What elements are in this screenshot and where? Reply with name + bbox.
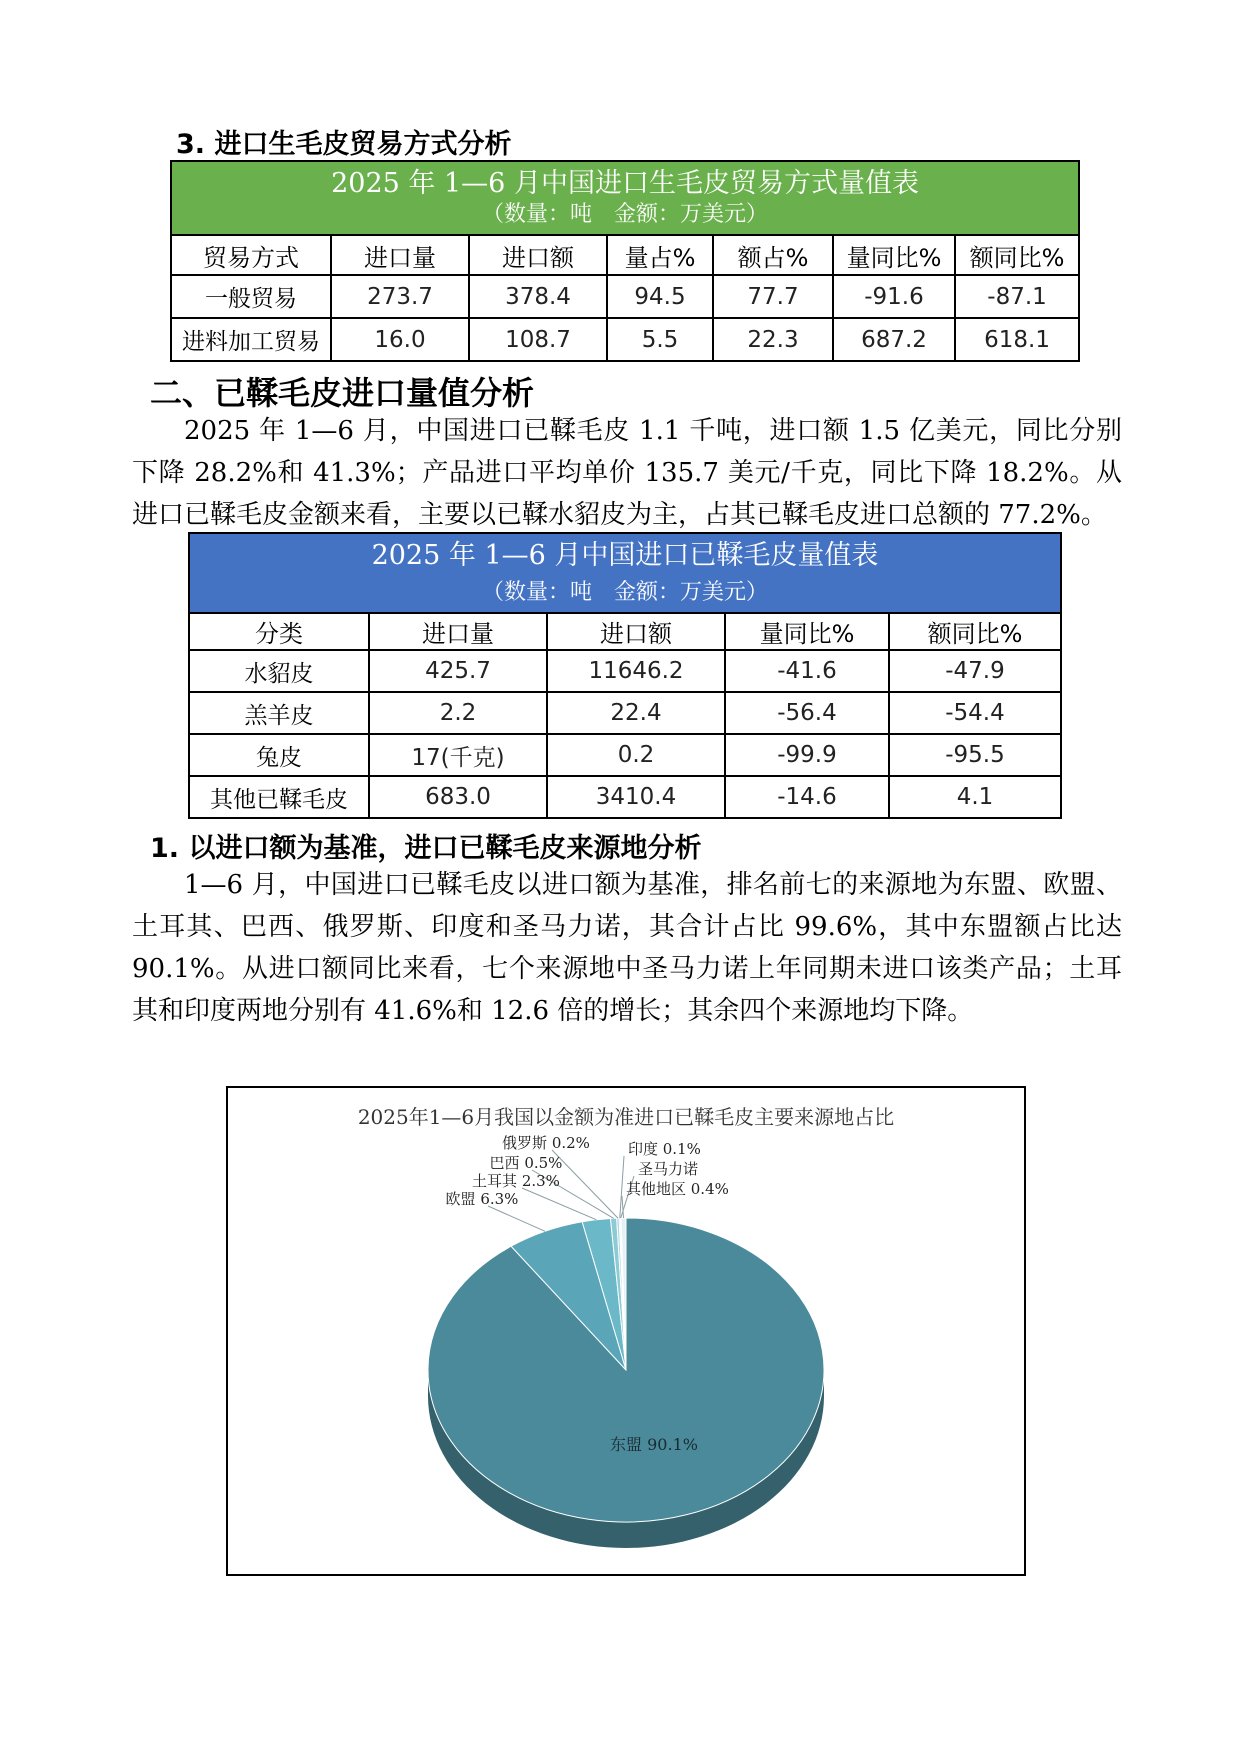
- table-cell: -41.6: [725, 650, 889, 692]
- table-cell: 5.5: [607, 318, 713, 361]
- table-cell: 4.1: [889, 776, 1061, 818]
- trade-table-header-row: [171, 235, 1079, 275]
- table-cell: 2.2: [369, 692, 547, 734]
- section-heading-source: 1. 以进口额为基准，进口已鞣毛皮来源地分析: [150, 833, 702, 864]
- table-header-cell: 进口额: [547, 613, 725, 650]
- table-row: [189, 650, 1061, 692]
- dressed-fur-table: [188, 532, 1062, 819]
- table-cell: 水貂皮: [189, 650, 369, 692]
- table-header-cell: 进口量: [369, 613, 547, 650]
- paragraph-text: 1—6 月，中国进口已鞣毛皮以进口额为基准，排名前七的来源地为东盟、欧盟、土耳其、巴西、俄罗斯、印度和圣马力诺，其合计占比 99.6%，其中东盟额占比达 90.1%。从进口额同比来看，七个来源地中圣马力诺上年同期未进口该类产品；土耳其和印度两地分别有 41.6%和 12.6 倍的增长；其余四个来源地均下降。: [132, 870, 1122, 1026]
- trade-table-unit: （数量：吨 金额：万美元）: [482, 202, 769, 227]
- table-header-cell: 贸易方式: [171, 235, 331, 275]
- table-row: [189, 692, 1061, 734]
- table-cell: 兔皮: [189, 734, 369, 776]
- pie-leader-土耳其: [522, 1188, 596, 1220]
- table-row: [189, 734, 1061, 776]
- table-cell: -47.9: [889, 650, 1061, 692]
- source-paragraph: [132, 864, 1122, 1032]
- table-header-cell: 量占%: [607, 235, 713, 275]
- table-header-cell: 量同比%: [725, 613, 889, 650]
- table-cell: 16.0: [331, 318, 469, 361]
- table-row: [171, 275, 1079, 318]
- paragraph-text: 2025 年 1—6 月，中国进口已鞣毛皮 1.1 千吨，进口额 1.5 亿美元，同比分别下降 28.2%和 41.3%；产品进口平均单价 135.7 美元/千克，同比下降 18.2%。从进口已鞣毛皮金额来看，主要以已鞣水貂皮为主，占其已鞣毛皮进口总额的 77.2%。: [132, 416, 1122, 530]
- table-cell: 425.7: [369, 650, 547, 692]
- table-cell: -95.5: [889, 734, 1061, 776]
- pie-leader-欧盟: [488, 1206, 545, 1231]
- table-cell: 94.5: [607, 275, 713, 318]
- table-cell: 11646.2: [547, 650, 725, 692]
- dressed-fur-paragraph: [132, 410, 1122, 536]
- table-header-cell: 进口量: [331, 235, 469, 275]
- table-cell: -14.6: [725, 776, 889, 818]
- table-cell: 77.7: [713, 275, 833, 318]
- chart-title: 2025年1—6月我国以金额为准进口已鞣毛皮主要来源地占比: [357, 1105, 895, 1129]
- table-header-cell: 进口额: [469, 235, 607, 275]
- table-cell: 378.4: [469, 275, 607, 318]
- table-cell: 一般贸易: [171, 275, 331, 318]
- pie-label-东盟: 东盟 90.1%: [610, 1435, 698, 1454]
- pie-label-圣马力诺: 圣马力诺: [638, 1160, 699, 1178]
- table-cell: 17(千克): [369, 734, 547, 776]
- trade-mode-table: [170, 160, 1080, 362]
- table-header-cell: 量同比%: [833, 235, 955, 275]
- table-row: [189, 776, 1061, 818]
- table-header-cell: 额同比%: [955, 235, 1079, 275]
- table-cell: 22.3: [713, 318, 833, 361]
- table-cell: -87.1: [955, 275, 1079, 318]
- dressed-table-caption: [189, 533, 1061, 613]
- table-header-cell: 分类: [189, 613, 369, 650]
- dressed-table-header-row: [189, 613, 1061, 650]
- pie-label-欧盟: 欧盟 6.3%: [445, 1190, 519, 1208]
- table-cell: 683.0: [369, 776, 547, 818]
- table-header-cell: 额占%: [713, 235, 833, 275]
- pie-chart: [228, 1088, 1024, 1574]
- table-row: [171, 318, 1079, 361]
- table-cell: 进料加工贸易: [171, 318, 331, 361]
- pie-label-土耳其: 土耳其 2.3%: [472, 1172, 560, 1190]
- table-cell: -99.9: [725, 734, 889, 776]
- pie-slices: [428, 1218, 824, 1522]
- trade-table-title: 2025 年 1—6 月中国进口生毛皮贸易方式量值表: [331, 168, 919, 199]
- table-cell: -56.4: [725, 692, 889, 734]
- pie-chart-frame: [226, 1086, 1026, 1576]
- table-cell: -54.4: [889, 692, 1061, 734]
- table-cell: 618.1: [955, 318, 1079, 361]
- pie-label-巴西: 巴西 0.5%: [489, 1154, 563, 1172]
- table-cell: -91.6: [833, 275, 955, 318]
- table-cell: 273.7: [331, 275, 469, 318]
- dressed-table-title: 2025 年 1—6 月中国进口已鞣毛皮量值表: [371, 540, 879, 571]
- trade-table-caption: [171, 161, 1079, 235]
- pie-label-印度: 印度 0.1%: [628, 1140, 701, 1158]
- section-heading-trade-mode: 3. 进口生毛皮贸易方式分析: [176, 129, 512, 160]
- dressed-table-unit: （数量：吨 金额：万美元）: [481, 580, 768, 605]
- table-cell: 0.2: [547, 734, 725, 776]
- table-cell: 687.2: [833, 318, 955, 361]
- table-cell: 3410.4: [547, 776, 725, 818]
- section-heading-dressed-fur: 二、已鞣毛皮进口量值分析: [150, 374, 535, 412]
- table-cell: 其他已鞣毛皮: [189, 776, 369, 818]
- pie-label-俄罗斯: 俄罗斯 0.2%: [502, 1134, 590, 1152]
- table-cell: 22.4: [547, 692, 725, 734]
- table-cell: 108.7: [469, 318, 607, 361]
- table-header-cell: 额同比%: [889, 613, 1061, 650]
- table-cell: 羔羊皮: [189, 692, 369, 734]
- pie-label-其他地区: 其他地区 0.4%: [626, 1180, 729, 1198]
